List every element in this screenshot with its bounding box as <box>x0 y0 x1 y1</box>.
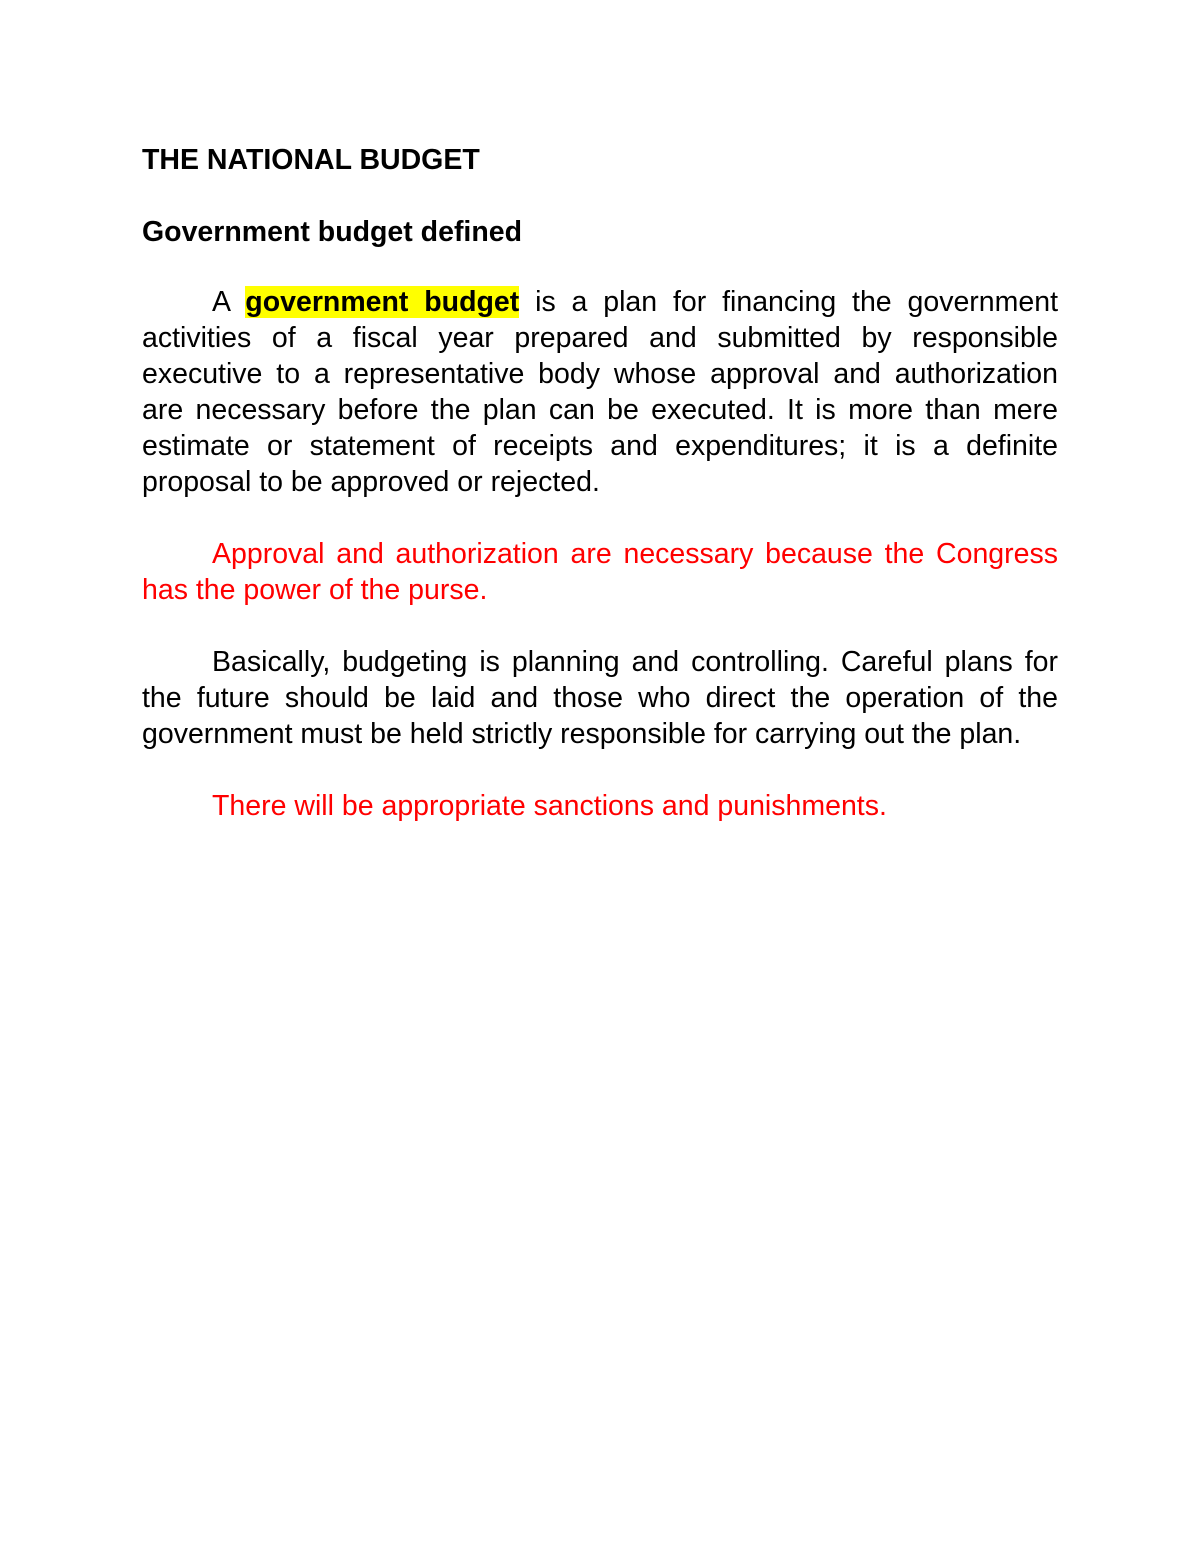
budgeting-paragraph: Basically, budgeting is planning and controlling. Careful plans for the future should be laid and those who direct the operation of the government must be held strictly responsible for carrying out the plan. <box>142 646 1058 750</box>
document-title: THE NATIONAL BUDGET <box>142 144 480 176</box>
highlighted-term: government budget <box>245 286 520 318</box>
sanctions-paragraph: There will be appropriate sanctions and punishments. <box>212 790 887 822</box>
section-heading: Government budget defined <box>142 216 523 248</box>
approval-paragraph: Approval and authorization are necessary because the Congress has the power of the purse. <box>142 538 1058 606</box>
paragraph-rest: is a plan for financing the government activities of a fiscal year prepared and submitted by responsible executive to a representative body whose approval and authorization are necessary before the plan can be executed. It is more than mere estimate or statement of receipts and expenditures; it is a definite proposal to be approved or rejected. <box>142 286 1059 498</box>
definition-paragraph <box>142 284 1058 500</box>
document-body <box>142 140 1058 824</box>
paragraph-lead: A <box>212 286 230 318</box>
